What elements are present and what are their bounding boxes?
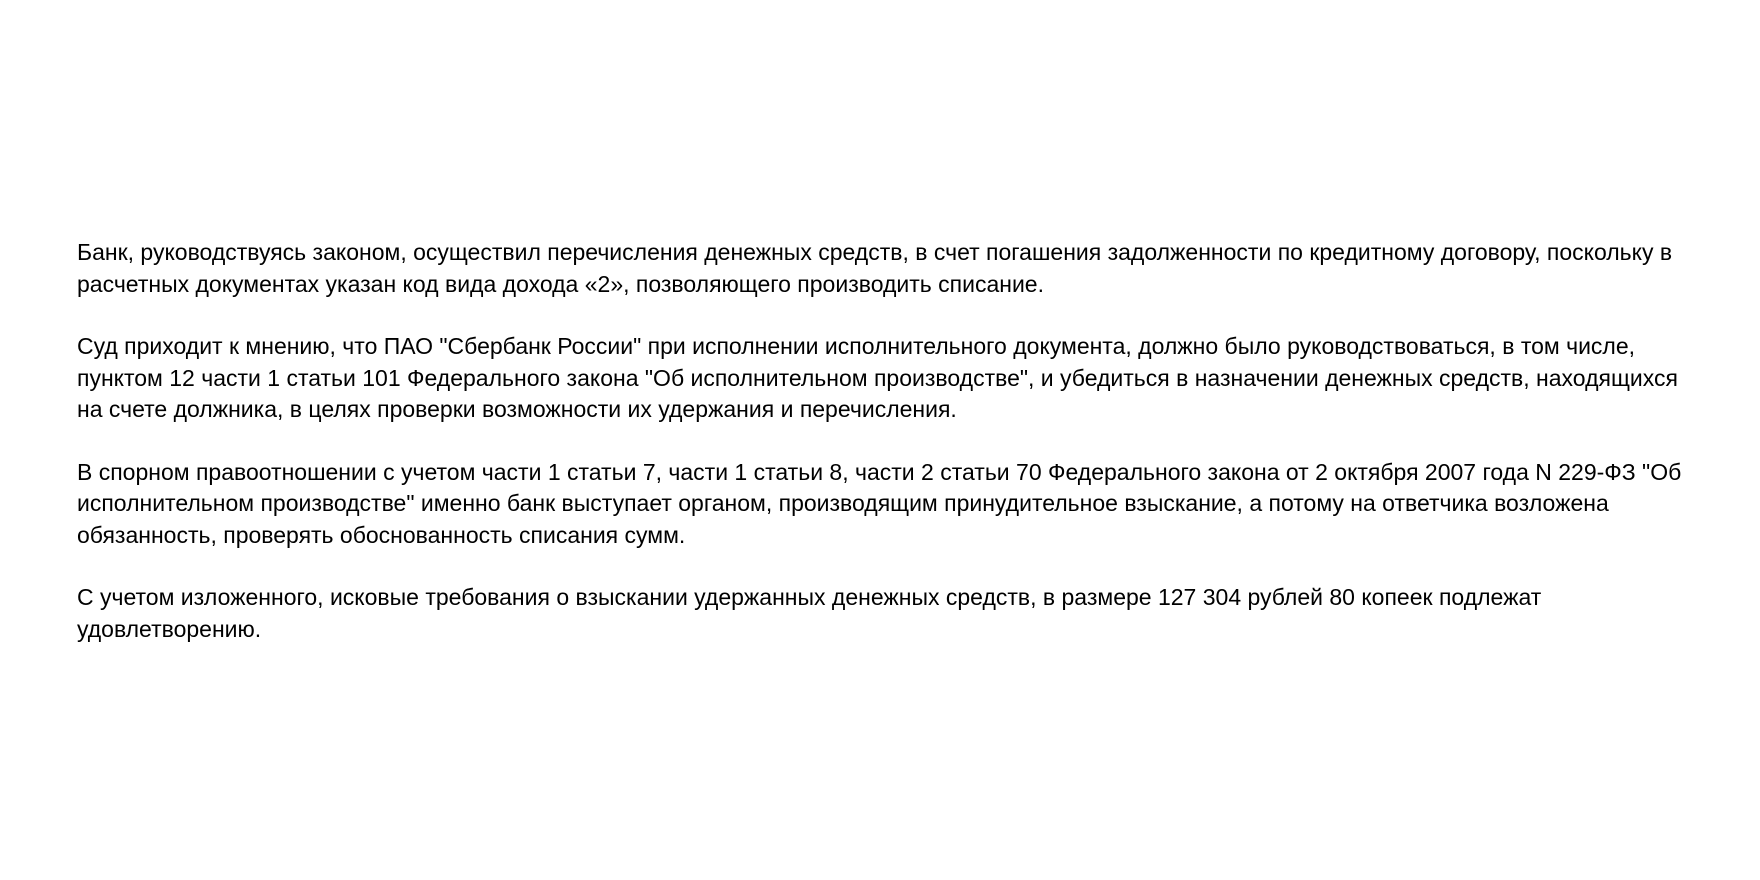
paragraph-bank-debit: Банк, руководствуясь законом, осуществил перечисления денежных средств, в счет погашения задолженности по кредитному договору, поскольку в расчетных документах указан код вида дохода «2», позволяющего производить списание. <box>77 239 1673 297</box>
paragraph-court-opinion: Суд приходит к мнению, что ПАО "Сбербанк России" при исполнении исполнительного документа, должно было руководствоваться, в том числе, пунктом 12 части 1 статьи 101 Федерального закона "Об исполнительном производстве", и убедиться в назначении денежных средств, находящихся на счете должника, в целях проверки возможности их удержания и перечисления. <box>77 333 1678 422</box>
document-body <box>77 237 1697 645</box>
paragraph-legal-basis: В спорном правоотношении с учетом части 1 статьи 7, части 1 статьи 8, части 2 статьи 70 Федерального закона от 2 октября 2007 года N 229-ФЗ "Об исполнительном производстве" именно банк выступает органом, производящим принудительное взыскание, а потому на ответчика возложена обязанность, проверять обоснованность списания сумм. <box>77 458 1682 548</box>
paragraph-conclusion: С учетом изложенного, исковые требования о взыскании удержанных денежных средств, в размере 127 304 рублей 80 копеек подлежат удовлетворению. <box>77 584 1542 642</box>
